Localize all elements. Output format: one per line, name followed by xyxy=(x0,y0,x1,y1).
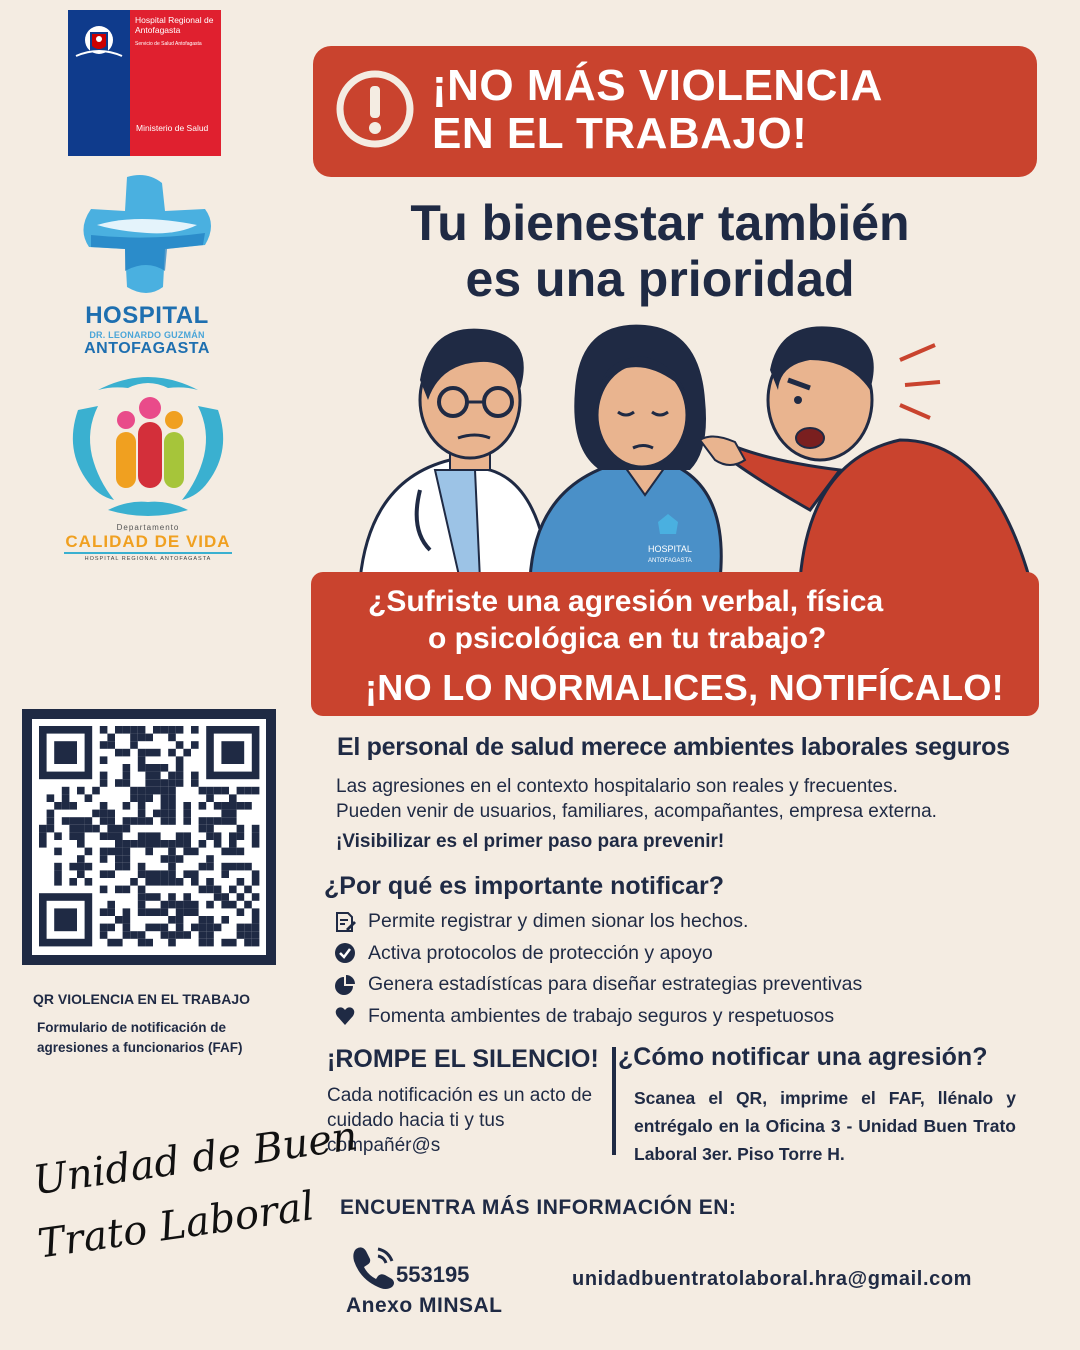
calidad-de-vida-logo xyxy=(58,370,238,570)
banner-title-line2: EN EL TRABAJO! xyxy=(432,109,808,158)
aggressor-figure xyxy=(700,326,1030,580)
unidad-buen-trato-signature xyxy=(28,1113,361,1268)
hospital-logo-line1: HOSPITAL xyxy=(85,302,209,329)
question-line1: ¿Sufriste una agresión verbal, física xyxy=(368,585,884,618)
qr-description: Formulario de notificación de agresiones a funcionarios (FAF) xyxy=(37,1020,243,1055)
ministry-label: Ministerio de Salud xyxy=(136,123,209,133)
subtitle-line1: Tu bienestar también xyxy=(410,195,910,251)
staff-aggression-illustration xyxy=(340,320,1040,580)
document-pen-icon xyxy=(334,911,356,933)
personal-line1: Las agresiones en el contexto hospitalario son reales y frecuentes. xyxy=(336,776,898,797)
email-link[interactable]: unidadbuentratolaboral.hra@gmail.com xyxy=(572,1268,973,1290)
ministerio-logo xyxy=(68,10,221,156)
list-item xyxy=(334,938,1034,970)
people-hands-icon xyxy=(58,370,238,518)
nurse-figure xyxy=(530,325,721,580)
subtitle-line2: es una prioridad xyxy=(465,251,855,307)
coat-of-arms-icon xyxy=(68,10,130,156)
personal-paragraph xyxy=(336,774,1036,824)
hospital-logo xyxy=(62,175,232,360)
rompe-heading: ¡ROMPE EL SILENCIO! xyxy=(327,1045,599,1073)
hospital-cross-icon xyxy=(77,175,217,297)
hospital-logo-line3: ANTOFAGASTA xyxy=(84,340,210,357)
list-item-text: Fomenta ambientes de trabajo seguros y respetuosos xyxy=(368,1004,835,1027)
nurse-badge-sub: ANTOFAGASTA xyxy=(648,558,692,564)
qr-code[interactable] xyxy=(32,719,266,955)
visibilizar-text: ¡Visibilizar es el primer paso para prevenir! xyxy=(336,831,725,852)
contact-heading: ENCUENTRA MÁS INFORMACIÓN EN: xyxy=(340,1196,737,1219)
check-circle-icon xyxy=(334,942,356,964)
banner-title-line1: ¡NO MÁS VIOLENCIA xyxy=(432,61,883,110)
question-callout: ¡NO LO NORMALICES, NOTIFÍCALO! xyxy=(365,667,1004,708)
phone-icon xyxy=(350,1243,400,1291)
signature-line2: Trato Laboral xyxy=(34,1183,318,1268)
list-item-text: Activa protocolos de protección y apoyo xyxy=(368,941,713,964)
porque-heading: ¿Por qué es importante notificar? xyxy=(324,872,725,900)
list-item xyxy=(334,1001,1034,1033)
qr-code-icon xyxy=(32,719,266,955)
pie-chart-icon xyxy=(334,974,356,996)
como-heading: ¿Cómo notificar una agresión? xyxy=(618,1043,988,1071)
rompe-text: Cada notificación es un acto de cuidado hacia ti y tus compañér@s xyxy=(327,1085,593,1156)
personal-heading: El personal de salud merece ambientes laborales seguros xyxy=(337,733,1010,761)
banner-title xyxy=(432,62,883,158)
como-text: Scanea el QR, imprime el FAF, llénalo y entrégalo en la Oficina 3 - Unidad Buen Trato Laboral 3er. Piso Torre H. xyxy=(634,1088,1016,1164)
nurse-badge-label: HOSPITAL xyxy=(648,544,692,554)
heart-icon xyxy=(334,1005,356,1027)
phone-number[interactable]: 553195 xyxy=(396,1262,470,1287)
cdv-name-label: CALIDAD DE VIDA xyxy=(65,532,231,551)
list-item xyxy=(334,969,1034,1001)
list-item-text: Genera estadístícas para diseñar estrategias preventivas xyxy=(368,973,863,996)
doctor-figure xyxy=(360,329,550,580)
exclamation-circle-icon xyxy=(334,68,416,150)
subtitle xyxy=(330,195,990,307)
column-divider xyxy=(612,1047,616,1155)
signature-line1: Unidad de Buen xyxy=(30,1113,361,1205)
gob-org-label: Hospital Regional de Antofagasta xyxy=(135,15,214,35)
reasons-list xyxy=(334,906,1034,1032)
list-item xyxy=(334,906,1034,938)
question-line2: o psicológica en tu trabajo? xyxy=(428,622,827,655)
hospital-logo-line2: DR. LEONARDO GUZMÁN xyxy=(89,330,205,340)
qr-title: QR VIOLENCIA EN EL TRABAJO xyxy=(33,991,251,1007)
cdv-dept-label: Departamento xyxy=(116,523,180,532)
cdv-hospital-label: HOSPITAL REGIONAL ANTOFAGASTA xyxy=(64,552,232,562)
personal-line2: Pueden venir de usuarios, familiares, acompañantes, empresa externa. xyxy=(336,801,937,822)
list-item-text: Permite registrar y dimen sionar los hechos. xyxy=(368,910,749,933)
anexo-label: Anexo MINSAL xyxy=(346,1294,503,1317)
gob-sub-label: Servicio de Salud Antofagasta xyxy=(135,41,202,47)
